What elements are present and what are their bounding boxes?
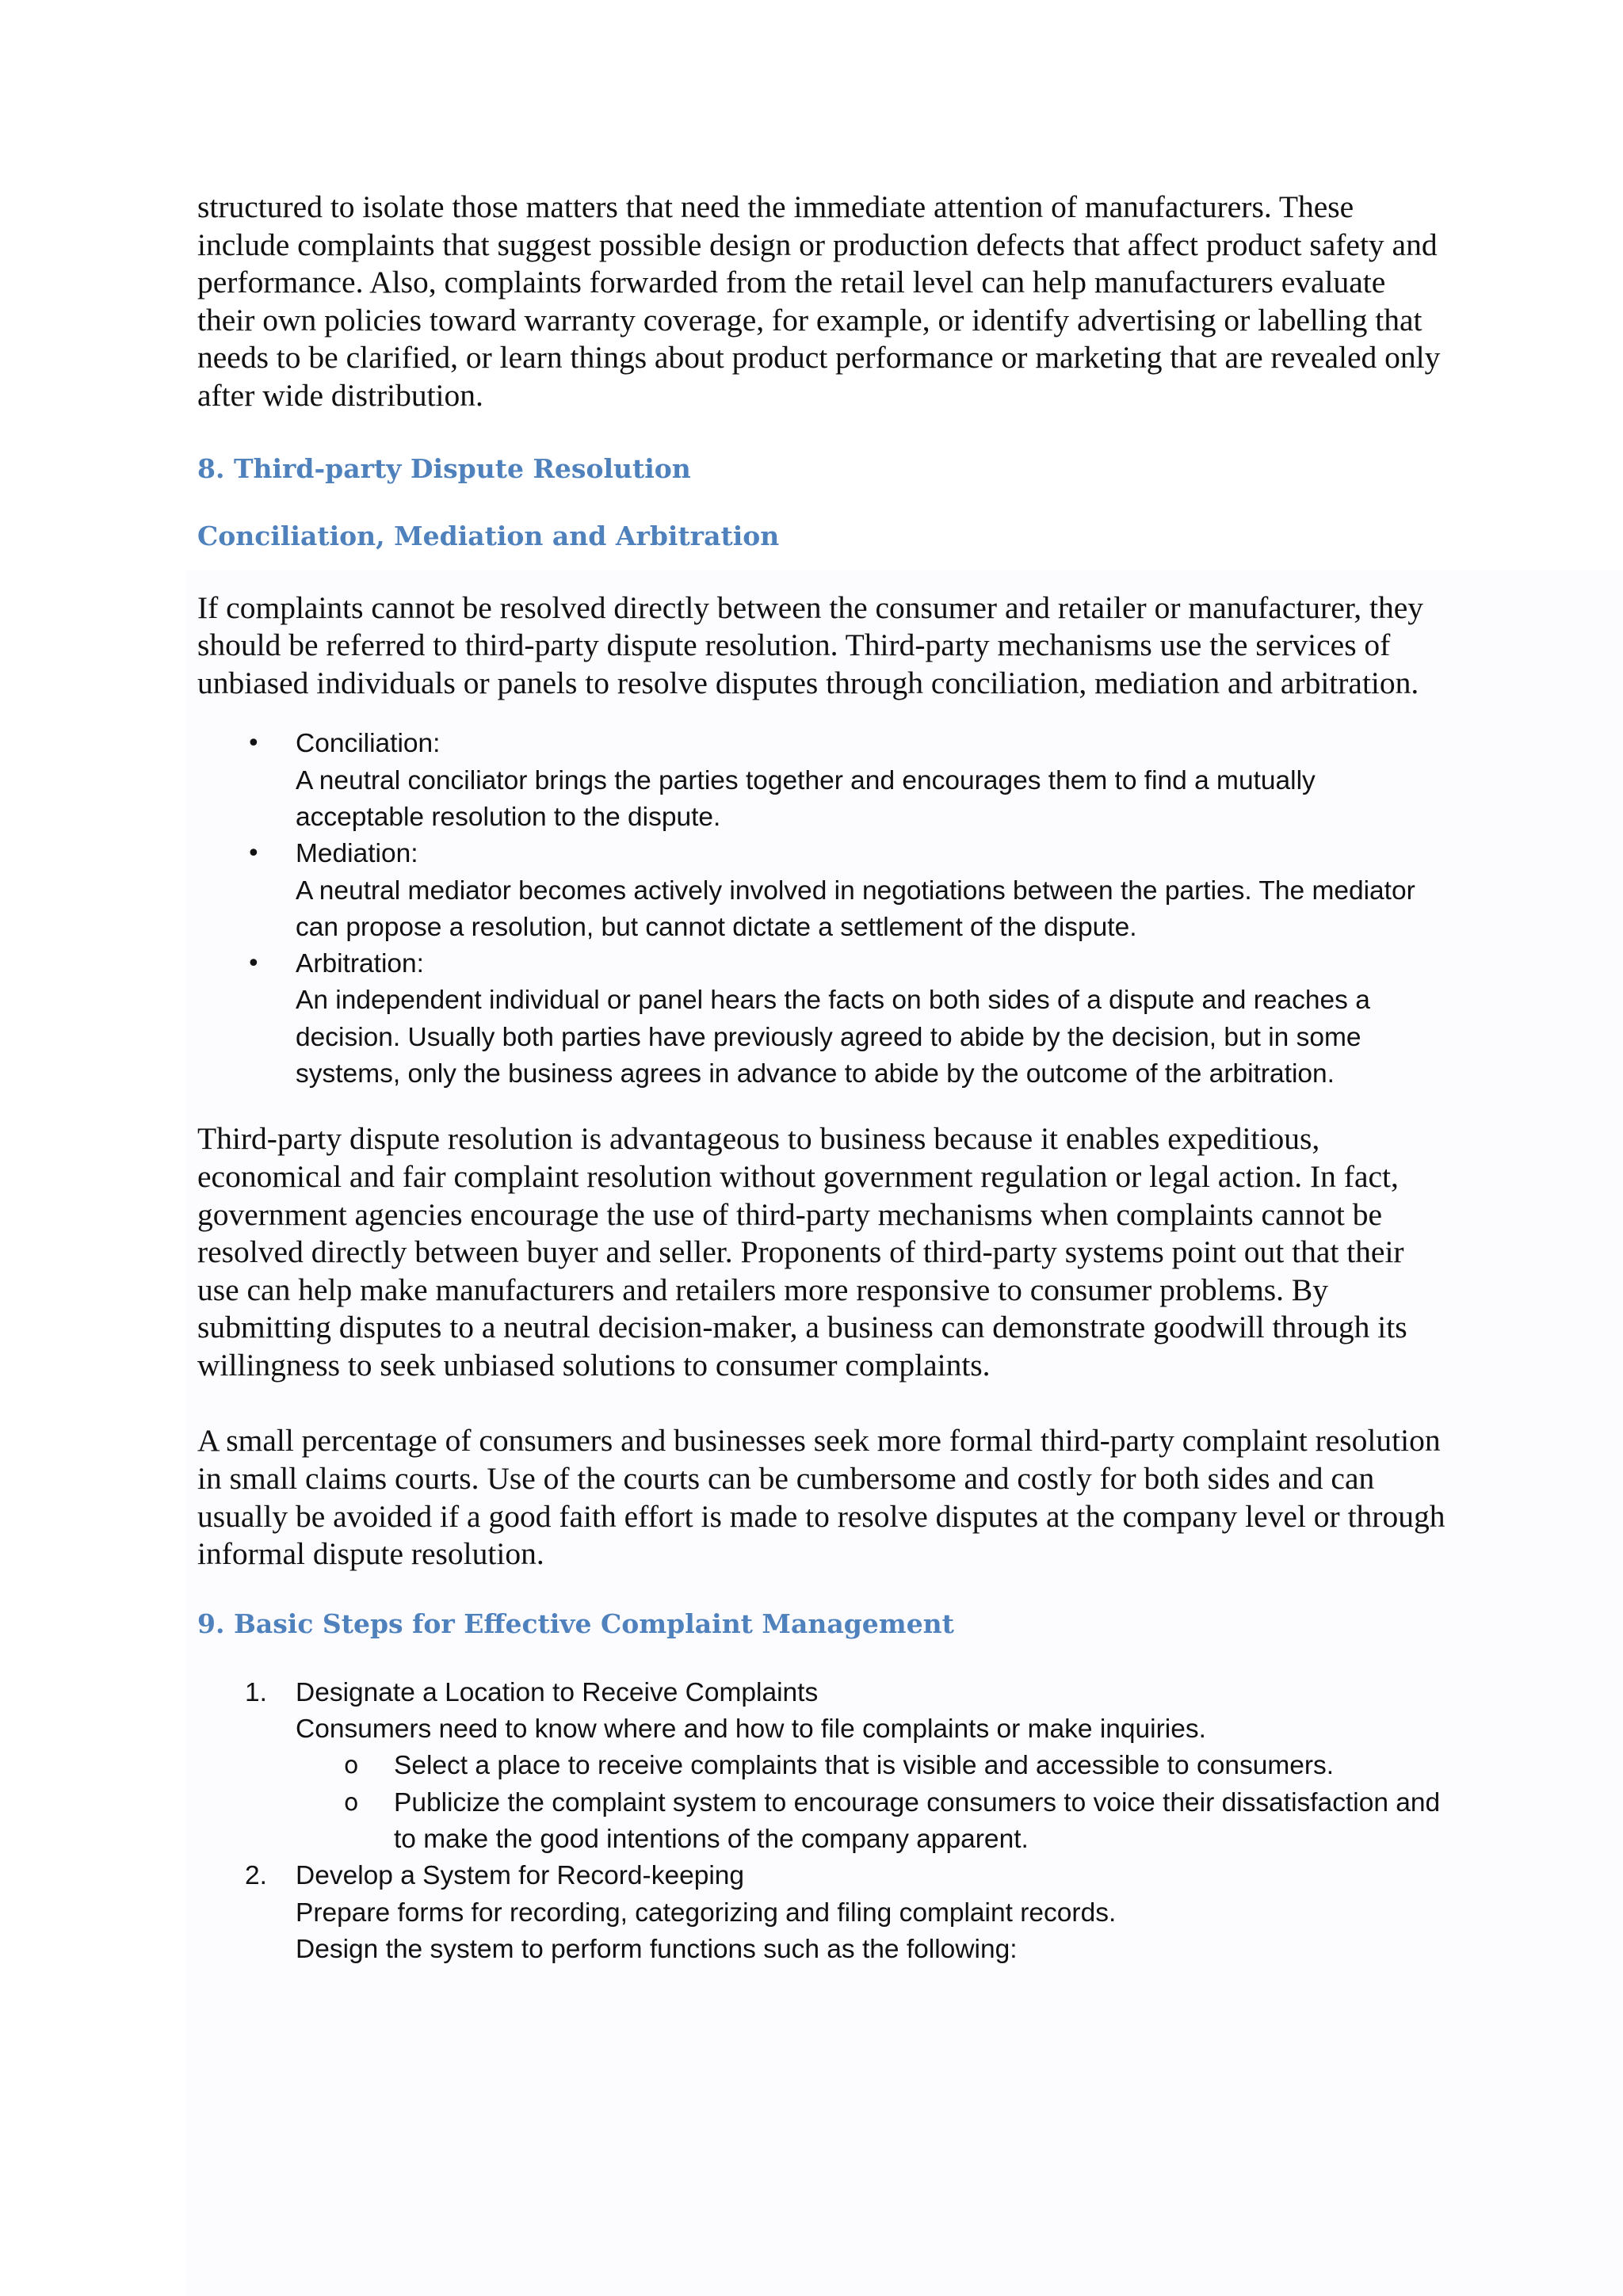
step-description-2: Design the system to perform functions such as the following: <box>296 1934 1018 1964</box>
sub-item <box>296 1785 1449 1859</box>
circle-bullet-icon: o <box>344 1788 359 1817</box>
sub-item-text: Publicize the complaint system to encourage consumers to voice their dissatisfaction and to make the good intentions of the company apparent. <box>394 1787 1441 1855</box>
document-content <box>197 189 1449 1968</box>
step-item-1 <box>197 1675 1449 1858</box>
step-item-2 <box>197 1858 1449 1968</box>
item-description: A neutral conciliator brings the parties together and encourages them to find a mutually acceptable resolution to the dispute. <box>296 765 1316 832</box>
complaint-steps-list <box>197 1675 1449 1968</box>
section-8-intro-paragraph: If complaints cannot be resolved directly between the consumer and retailer or manufacturer, they should be referred to third-party dispute resolution. Third-party mechanisms use the services of unbiased individuals or panels to resolve disputes through conciliation, mediation and arbitration. <box>197 589 1424 700</box>
step-title: Designate a Location to Receive Complaints <box>296 1677 819 1707</box>
step-description: Prepare forms for recording, categorizing and filing complaint records. <box>296 1897 1117 1928</box>
step-number: 2. <box>245 1861 267 1891</box>
sub-item <box>296 1748 1449 1784</box>
item-title: • Conciliation: <box>296 729 441 759</box>
section-9-heading: 9. Basic Steps for Effective Complaint Management <box>197 1608 954 1639</box>
section-8-paragraph-3: A small percentage of consumers and businesses seek more formal third-party complaint resolution in small claims courts. Use of the courts can be cumbersome and costly for both sides and can usually be avoided if a good faith effort is made to resolve disputes at the company level or through informal dispute resolution. <box>197 1423 1445 1572</box>
section-8-subheading: Conciliation, Mediation and Arbitration <box>197 520 780 551</box>
item-title: • Arbitration: <box>296 949 424 979</box>
list-item-arbitration <box>197 946 1449 1093</box>
list-item-conciliation <box>197 726 1449 836</box>
step-description: Consumers need to know where and how to file complaints or make inquiries. <box>296 1714 1206 1745</box>
step-title: Develop a System for Record-keeping <box>296 1861 745 1891</box>
list-item-mediation <box>197 836 1449 946</box>
circle-bullet-icon: o <box>344 1752 359 1780</box>
step-1-subitems <box>296 1748 1449 1858</box>
intro-paragraph: structured to isolate those matters that need the immediate attention of manufacturers. These include complaints that suggest possible design or production defects that affect product safety and performance. Also, complaints forwarded from the retail level can help manufacturers evaluate their own policies toward warranty coverage, for example, or identify advertising or labelling that needs to be clarified, or learn things about product performance or marketing that are revealed only after wide distribution. <box>197 189 1441 413</box>
item-description: An independent individual or panel hears the facts on both sides of a dispute and reaches a decision. Usually both parties have previously agreed to abide by the decision, but in some systems, only the business agrees in advance to abide by the outcome of the arbitration. <box>296 986 1370 1089</box>
item-title: • Mediation: <box>296 839 418 869</box>
item-description: A neutral mediator becomes actively involved in negotiations between the parties. The mediator can propose a resolution, but cannot dictate a settlement of the dispute. <box>296 875 1415 942</box>
section-8-paragraph-2: Third-party dispute resolution is advantageous to business because it enables expeditious, economical and fair complaint resolution without government regulation or legal action. In fact, government agencies encourage the use of third-party mechanisms when complaints cannot be resolved directly between buyer and seller. Proponents of third-party systems point out that their use can help make manufacturers and retailers more responsive to consumer problems. By submitting disputes to a neutral decision-maker, a business can demonstrate goodwill through its willingness to seek unbiased solutions to consumer complaints. <box>197 1121 1407 1383</box>
sub-item-text: Select a place to receive complaints that is visible and accessible to consumers. <box>394 1751 1335 1781</box>
step-number: 1. <box>245 1677 267 1707</box>
dispute-methods-list <box>197 726 1449 1093</box>
section-8-heading: 8. Third-party Dispute Resolution <box>197 452 691 484</box>
